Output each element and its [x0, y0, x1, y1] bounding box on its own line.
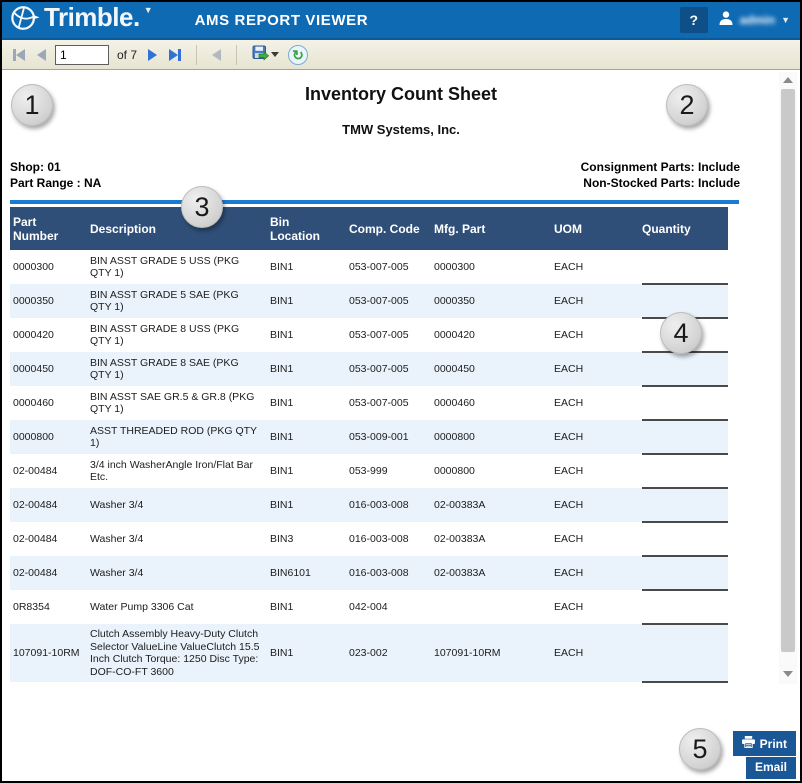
trimble-logo-text: Trimble. — [44, 1, 140, 32]
table-row — [10, 352, 728, 386]
toolbar-separator — [196, 45, 197, 65]
cell-mfg-part: 0000420 — [434, 328, 475, 341]
callout-1: 1 — [11, 84, 53, 126]
next-page-button[interactable] — [145, 47, 160, 63]
header-divider-rule — [10, 200, 739, 204]
print-button[interactable] — [733, 731, 796, 756]
cell-part-number: 02-00484 — [13, 566, 58, 579]
toolbar-separator — [236, 45, 237, 65]
scroll-up-arrow-icon — [783, 77, 793, 83]
cell-mfg-part: 0000450 — [434, 362, 475, 375]
cell-quantity — [642, 454, 728, 488]
callout-4: 4 — [660, 312, 702, 354]
column-header-description: Description — [90, 207, 270, 250]
export-save-icon — [252, 45, 269, 65]
report-viewport — [2, 70, 800, 781]
user-menu[interactable] — [718, 10, 790, 31]
cell-uom: EACH — [554, 532, 584, 545]
table-row — [10, 420, 728, 454]
cell-mfg-part: 0000800 — [434, 430, 475, 443]
refresh-button[interactable] — [288, 45, 308, 65]
cell-part-number: 02-00484 — [13, 498, 58, 511]
table-row — [10, 556, 728, 590]
print-button-label: Print — [759, 736, 787, 751]
last-page-arrow-icon — [169, 49, 178, 61]
table-row — [10, 624, 728, 682]
cell-part-number: 0000460 — [13, 396, 54, 409]
cell-description: BIN ASST GRADE 8 SAE (PKG QTY 1) — [90, 356, 239, 381]
cell-bin-location: BIN3 — [270, 532, 294, 545]
export-button[interactable] — [249, 43, 282, 67]
cell-bin-location: BIN1 — [270, 646, 294, 659]
report-company: TMW Systems, Inc. — [342, 122, 460, 137]
report-page — [2, 70, 800, 683]
cell-description: Washer 3/4 — [90, 498, 144, 511]
cell-uom: EACH — [554, 260, 584, 273]
cell-part-number: 0R8354 — [13, 600, 50, 613]
help-button[interactable]: ? — [680, 7, 708, 33]
cell-quantity — [642, 352, 728, 386]
cell-description: BIN ASST GRADE 5 SAE (PKG QTY 1) — [90, 288, 239, 313]
cell-comp-code: 053-007-005 — [349, 362, 409, 375]
cell-description: Clutch Assembly Heavy-Duty Clutch Selector ValueLine ValueClutch 15.5 Inch Clutch Torque: 1250 Disc Type: DOF-CO-FT 3600 — [90, 628, 260, 678]
report-title: Inventory Count Sheet — [304, 84, 497, 104]
cell-bin-location: BIN1 — [270, 260, 294, 273]
table-row — [10, 454, 728, 488]
table-row — [10, 522, 728, 556]
cell-mfg-part — [434, 590, 554, 624]
cell-bin-location: BIN1 — [270, 396, 294, 409]
scrollbar-thumb[interactable] — [781, 89, 795, 652]
cell-part-number: 0000450 — [13, 362, 54, 375]
table-header-row — [10, 207, 728, 250]
next-page-arrow-icon — [148, 49, 157, 61]
cell-bin-location: BIN1 — [270, 362, 294, 375]
cell-uom: EACH — [554, 498, 584, 511]
cell-comp-code: 053-009-001 — [349, 430, 409, 443]
param-shop: Shop: 01 — [10, 160, 61, 174]
cell-comp-code: 023-002 — [349, 646, 388, 659]
cell-comp-code: 016-003-008 — [349, 566, 409, 579]
cell-uom: EACH — [554, 294, 584, 307]
cell-description: Washer 3/4 — [90, 566, 144, 579]
cell-comp-code: 016-003-008 — [349, 498, 409, 511]
scroll-up-button[interactable] — [779, 72, 797, 88]
callout-5: 5 — [679, 728, 721, 770]
first-page-arrow-icon — [16, 49, 25, 61]
inventory-table — [10, 207, 728, 683]
username-text: admin — [739, 13, 776, 27]
column-header-comp-code: Comp. Code — [349, 207, 434, 250]
cell-mfg-part: 0000350 — [434, 294, 475, 307]
report-actions — [733, 731, 796, 779]
cell-part-number: 0000300 — [13, 260, 54, 273]
brand-caret-down-icon[interactable]: ▼ — [143, 4, 153, 15]
cell-mfg-part: 02-00383A — [434, 498, 486, 511]
cell-description: Water Pump 3306 Cat — [90, 600, 194, 613]
table-row — [10, 318, 728, 352]
cell-bin-location: BIN1 — [270, 600, 294, 613]
table-row — [10, 386, 728, 420]
cell-description: ASST THREADED ROD (PKG QTY 1) — [90, 424, 257, 449]
cell-uom: EACH — [554, 600, 584, 613]
cell-part-number: 02-00484 — [13, 464, 58, 477]
cell-comp-code: 053-007-005 — [349, 328, 409, 341]
cell-description: BIN ASST GRADE 8 USS (PKG QTY 1) — [90, 322, 240, 347]
scroll-down-arrow-icon — [783, 671, 793, 677]
refresh-icon: ↻ — [292, 46, 304, 63]
cell-quantity — [642, 590, 728, 624]
cell-uom: EACH — [554, 328, 584, 341]
cell-uom: EACH — [554, 430, 584, 443]
cell-part-number: 02-00484 — [13, 532, 58, 545]
cell-quantity — [642, 522, 728, 556]
cell-description: 3/4 inch WasherAngle Iron/Flat Bar Etc. — [90, 458, 254, 483]
cell-quantity — [642, 386, 728, 420]
column-header-bin-location: Bin Location — [270, 207, 349, 250]
cell-mfg-part: 0000300 — [434, 260, 475, 273]
cell-quantity — [642, 250, 728, 284]
user-icon — [718, 10, 734, 31]
scroll-down-button[interactable] — [779, 666, 797, 682]
cell-quantity — [642, 624, 728, 682]
report-toolbar — [2, 40, 800, 70]
previous-page-arrow-icon — [37, 49, 46, 61]
param-non-stocked-parts: Non-Stocked Parts: Include — [583, 176, 740, 190]
column-header-part-number: Part Number — [10, 207, 90, 250]
cell-description: Washer 3/4 — [90, 532, 144, 545]
param-consignment-parts: Consignment Parts: Include — [580, 160, 740, 174]
cell-bin-location: BIN6101 — [270, 566, 311, 579]
previous-page-button[interactable] — [34, 47, 49, 63]
param-part-range: Part Range : NA — [10, 176, 102, 190]
printer-icon — [742, 736, 755, 751]
table-row — [10, 488, 728, 522]
page-count-label: of 7 — [117, 47, 138, 62]
last-page-button[interactable] — [166, 47, 184, 63]
table-row — [10, 590, 728, 624]
cell-uom: EACH — [554, 464, 584, 477]
cell-quantity — [642, 420, 728, 454]
app-header — [2, 2, 800, 40]
cell-comp-code: 053-999 — [349, 464, 388, 477]
email-button[interactable] — [746, 757, 796, 779]
cell-mfg-part: 0000460 — [434, 396, 475, 409]
export-caret-down-icon — [271, 52, 279, 57]
cell-part-number: 0000800 — [13, 430, 54, 443]
cell-part-number: 0000350 — [13, 294, 54, 307]
report-parameters — [10, 159, 740, 191]
cell-quantity — [642, 488, 728, 522]
cell-bin-location: BIN1 — [270, 294, 294, 307]
column-header-uom: UOM — [554, 207, 642, 250]
back-to-parent-report-button[interactable] — [209, 47, 224, 63]
cell-bin-location: BIN1 — [270, 464, 294, 477]
cell-quantity — [642, 556, 728, 590]
vertical-scrollbar[interactable] — [779, 72, 797, 684]
column-header-quantity: Quantity — [642, 207, 728, 250]
cell-comp-code: 053-007-005 — [349, 396, 409, 409]
cell-mfg-part: 107091-10RM — [434, 646, 501, 659]
cell-bin-location: BIN1 — [270, 430, 294, 443]
user-caret-down-icon: ▼ — [781, 15, 790, 25]
cell-comp-code: 042-004 — [349, 600, 388, 613]
cell-uom: EACH — [554, 396, 584, 409]
cell-uom: EACH — [554, 646, 584, 659]
cell-part-number: 107091-10RM — [13, 646, 80, 659]
cell-mfg-part: 02-00383A — [434, 566, 486, 579]
cell-uom: EACH — [554, 566, 584, 579]
page-number-input[interactable] — [55, 45, 109, 65]
cell-mfg-part: 02-00383A — [434, 532, 486, 545]
page-title: AMS REPORT VIEWER — [194, 11, 369, 29]
cell-description: BIN ASST GRADE 5 USS (PKG QTY 1) — [90, 254, 240, 279]
callout-2: 2 — [666, 84, 708, 126]
cell-comp-code: 053-007-005 — [349, 294, 409, 307]
first-page-button[interactable] — [10, 47, 28, 63]
back-arrow-icon — [212, 49, 221, 61]
callout-3: 3 — [181, 186, 223, 228]
cell-comp-code: 053-007-005 — [349, 260, 409, 273]
cell-bin-location: BIN1 — [270, 328, 294, 341]
email-button-label: Email — [754, 760, 787, 774]
cell-uom: EACH — [554, 362, 584, 375]
trimble-brand[interactable] — [10, 2, 153, 39]
table-row — [10, 250, 728, 284]
cell-description: BIN ASST SAE GR.5 & GR.8 (PKG QTY 1) — [90, 390, 255, 415]
cell-mfg-part: 0000800 — [434, 464, 475, 477]
cell-bin-location: BIN1 — [270, 498, 294, 511]
trimble-logo-icon — [10, 2, 40, 39]
table-row — [10, 284, 728, 318]
column-header-mfg-part: Mfg. Part — [434, 207, 554, 250]
cell-part-number: 0000420 — [13, 328, 54, 341]
cell-comp-code: 016-003-008 — [349, 532, 409, 545]
